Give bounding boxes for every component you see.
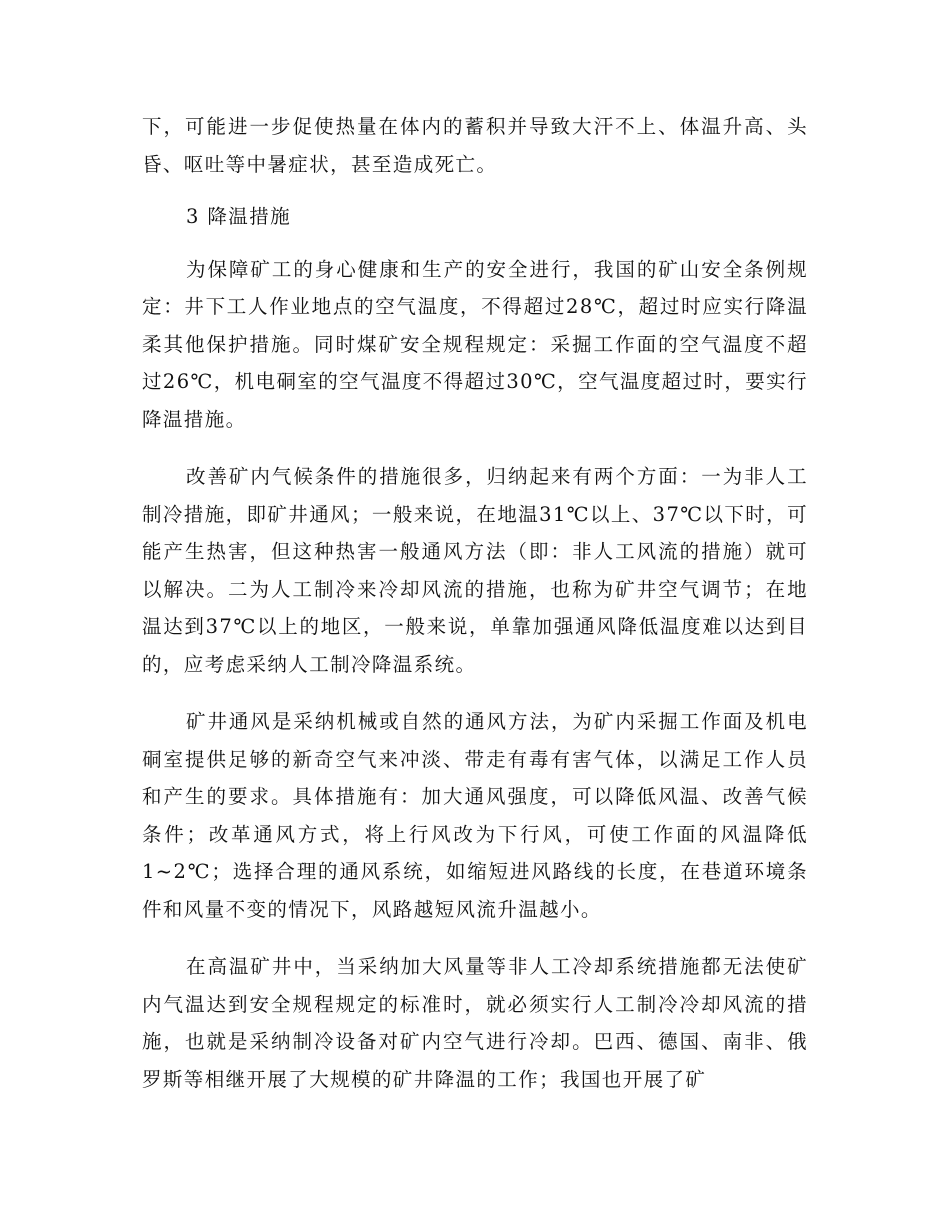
paragraph-climate-measures: 改善矿内气候条件的措施很多，归纳起来有两个方面：一为非人工制冷措施，即矿井通风；一般来说，在地温31℃以上、37℃以下时，可能产生热害，但这种热害一般通风方法（即：非人工风流的措施）就可以解决。二为人工制冷来冷却风流的措施，也称为矿井空气调节；在地温达到37℃以上的地区，一般来说，单靠加强通风降低温度难以达到目的，应考虑采纳人工制冷降温系统。: [142, 465, 808, 676]
section-heading: 3 降温措施: [186, 205, 292, 228]
document-body: [142, 108, 808, 1098]
paragraph-safety-regulations: 为保障矿工的身心健康和生产的安全进行，我国的矿山安全条例规定：井下工人作业地点的空气温度，不得超过28℃，超过时应实行降温柔其他保护措施。同时煤矿安全规程规定：采掘工作面的空气温度不超过26℃，机电硐室的空气温度不得超过30℃，空气温度超过时，要实行降温措施。: [142, 257, 808, 431]
paragraph-continuation: 下，可能进一步促使热量在体内的蓄积并导致大汗不上、体温升高、头昏、呕吐等中暑症状，甚至造成死亡。: [142, 115, 808, 176]
paragraph-artificial-cooling: 在高温矿井中，当采纳加大风量等非人工冷却系统措施都无法使矿内气温达到安全规程规定的标准时，就必须实行人工制冷冷却风流的措施，也就是采纳制冷设备对矿内空气进行冷却。巴西、德国、南非、俄罗斯等相继开展了大规模的矿井降温的工作；我国也开展了矿: [142, 955, 808, 1091]
paragraph-mine-ventilation: 矿井通风是采纳机械或自然的通风方法，为矿内采掘工作面及机电硐室提供足够的新奇空气来冲淡、带走有毒有害气体，以满足工作人员和产生的要求。具体措施有：加大通风强度，可以降低风温、改善气候条件；改革通风方式，将上行风改为下行风，可使工作面的风温降低1~2℃；选择合理的通风系统，如缩短进风路线的长度，在巷道环境条件和风量不变的情况下，风路越短风流升温越小。: [142, 710, 808, 921]
